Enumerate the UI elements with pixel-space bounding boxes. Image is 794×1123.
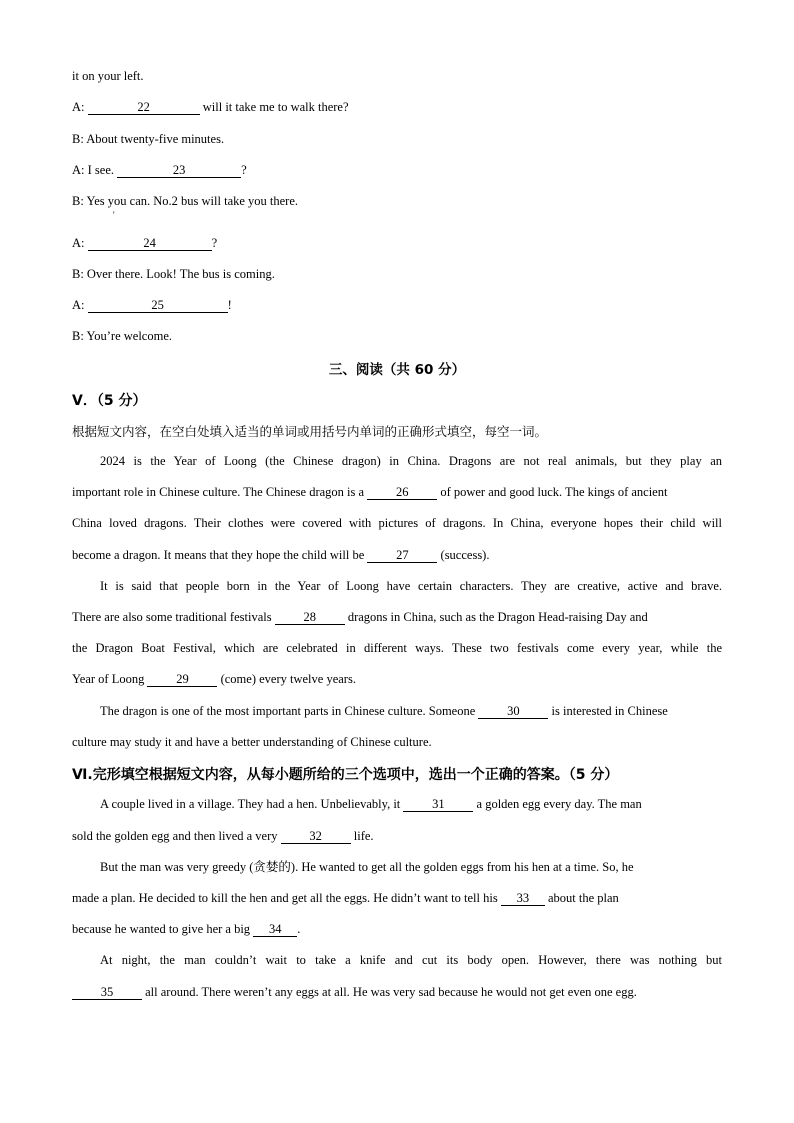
passage-line — [72, 608, 722, 626]
passage-text: because he wanted to give her a big — [72, 922, 251, 936]
blank-30[interactable]: 30 — [478, 704, 548, 719]
passage-line — [72, 483, 722, 501]
blank-34[interactable]: 34 — [253, 922, 297, 937]
passage-text: important role in Chinese culture. The Chinese dragon is a — [72, 485, 365, 499]
passage-text: a golden egg every day. The man — [476, 797, 642, 811]
passage-text: become a dragon. It means that they hope the child will be — [72, 548, 365, 562]
passage-text: made a plan. He decided to kill the hen and get all the eggs. He didn’t want to tell his — [72, 891, 498, 905]
dialogue-text: ? — [211, 236, 218, 250]
passage-line — [72, 670, 722, 688]
passage-text: sold the golden egg and then lived a very — [72, 829, 278, 843]
dialogue-line — [72, 234, 722, 252]
passage-text: . — [297, 922, 301, 936]
passage-line — [72, 983, 722, 1001]
blank-27[interactable]: 27 — [367, 548, 437, 563]
section-title: 三、阅读（共 60 分） — [328, 362, 466, 378]
blank-32[interactable]: 32 — [281, 829, 351, 844]
blank-22[interactable]: 22 — [88, 100, 200, 115]
passage-text: about the plan — [547, 891, 619, 905]
passage-text: The dragon is one of the most important parts in Chinese culture. Someone — [100, 704, 476, 718]
blank-33[interactable]: 33 — [501, 891, 545, 906]
dialogue-line: it on your left. — [72, 69, 144, 83]
dialogue-line — [72, 161, 722, 179]
speaker-label: A: — [72, 236, 85, 250]
speaker-label: A: — [72, 100, 85, 114]
passage-line: But the man was very greedy (贪婪的). He wanted to get all the golden eggs from his hen at a time. So, he — [100, 860, 634, 874]
stray-mark: ' — [113, 210, 115, 220]
passage-text: life. — [353, 829, 374, 843]
dialogue-line: B: Over there. Look! The bus is coming. — [72, 267, 275, 281]
passage-line: culture may study it and have a better understanding of Chinese culture. — [72, 735, 432, 749]
dialogue-text: A: I see. — [72, 163, 114, 177]
blank-26[interactable]: 26 — [367, 485, 437, 500]
blank-35[interactable]: 35 — [72, 985, 142, 1000]
passage-line — [72, 546, 722, 564]
speaker-label: A: — [72, 298, 85, 312]
passage-line — [72, 920, 722, 938]
blank-24[interactable]: 24 — [88, 236, 212, 251]
passage-text: (success). — [440, 548, 490, 562]
dialogue-line: B: You’re welcome. — [72, 329, 172, 343]
blank-23[interactable]: 23 — [117, 163, 241, 178]
dialogue-text: ! — [227, 298, 232, 312]
passage-text: There are also some traditional festivals — [72, 610, 272, 624]
passage-text: A couple lived in a village. They had a hen. Unbelievably, it — [100, 797, 401, 811]
passage-line: China loved dragons. Their clothes were covered with pictures of dragons. In China, everyone hopes their child will — [72, 516, 722, 530]
passage-line — [100, 702, 722, 720]
passage-line — [72, 889, 722, 907]
part-heading: V．（5 分） — [72, 393, 147, 409]
passage-text: is interested in Chinese — [551, 704, 668, 718]
dialogue-line: B: About twenty-five minutes. — [72, 132, 225, 146]
blank-31[interactable]: 31 — [403, 797, 473, 812]
passage-line: 2024 is the Year of Loong (the Chinese dragon) in China. Dragons are not real animals, but they play an — [100, 454, 722, 468]
passage-text: (come) every twelve years. — [220, 672, 356, 686]
passage-text: dragons in China, such as the Dragon Head-raising Day and — [347, 610, 648, 624]
dialogue-line: B: Yes you can. No.2 bus will take you there. — [72, 194, 299, 208]
dialogue-line — [72, 98, 722, 116]
passage-line: It is said that people born in the Year of Loong have certain characters. They are creative, active and brave. — [100, 579, 722, 593]
passage-line: At night, the man couldn’t wait to take a knife and cut its body open. However, there was nothing but — [100, 953, 722, 967]
passage-line — [72, 827, 722, 845]
blank-29[interactable]: 29 — [147, 672, 217, 687]
passage-text: Year of Loong — [72, 672, 145, 686]
dialogue-line — [72, 296, 722, 314]
dialogue-text: will it take me to walk there? — [202, 100, 349, 114]
blank-28[interactable]: 28 — [275, 610, 345, 625]
part-heading: Ⅵ.完形填空根据短文内容，从每小题所给的三个选项中，选出一个正确的答案。（5 分） — [72, 767, 619, 783]
instruction-text: 根据短文内容，在空白处填入适当的单词或用括号内单词的正确形式填空，每空一词。 — [72, 424, 548, 439]
dialogue-text: ? — [241, 163, 247, 177]
passage-line — [100, 795, 722, 813]
passage-text: all around. There weren’t any eggs at all. He was very sad because he would not get even one egg. — [145, 985, 637, 999]
passage-text: of power and good luck. The kings of ancient — [440, 485, 668, 499]
passage-line: the Dragon Boat Festival, which are celebrated in different ways. These two festivals come every year, while the — [72, 641, 722, 655]
blank-25[interactable]: 25 — [88, 298, 228, 313]
